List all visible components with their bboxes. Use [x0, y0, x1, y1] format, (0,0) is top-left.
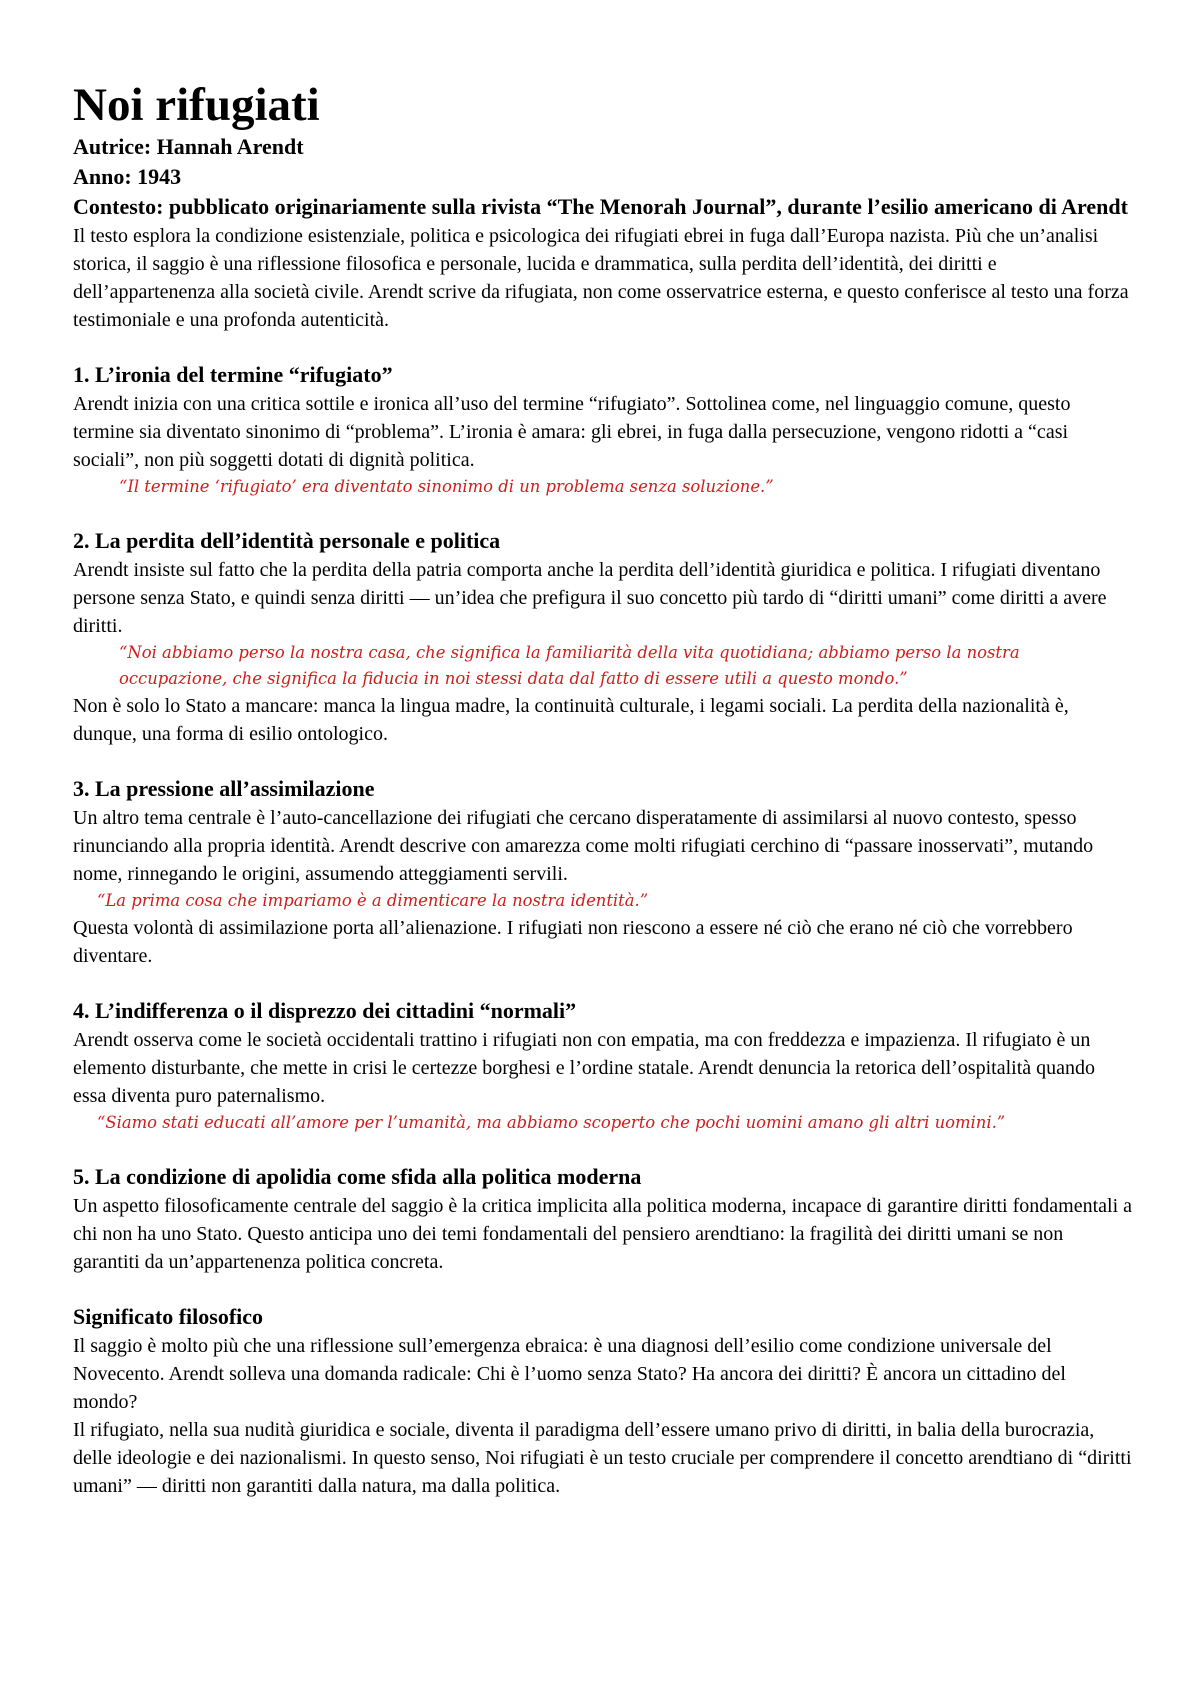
- section-body: Un altro tema centrale è l’auto-cancellazione dei rifugiati che cercano disperatamente di assimilarsi al nuovo contesto, spesso rinunciando alla propria identità. Arendt descrive con amarezza come molti rifugiati cerchino di “passare inosservati”, mutando nome, rinnegando le origini, assumendo atteggiamenti servili.: [73, 807, 1094, 885]
- author-line: Autrice: Hannah Arendt: [73, 134, 304, 159]
- intro-paragraph: Il testo esplora la condizione esistenziale, politica e psicologica dei rifugiati ebrei in fuga dall’Europa nazista. Più che un’analisi storica, il saggio è una riflessione filosofica e personale, lucida e drammatica, sulla perdita dell’identità, dei diritti e dell’appartenenza alla società civile. Arendt scrive da rifugiata, non come osservatrice esterna, e questo conferisce al testo una forza testimoniale e una profonda autenticità.: [73, 225, 1129, 331]
- section-heading: 2. La perdita dell’identità personale e politica: [73, 528, 501, 553]
- section-body: Un aspetto filosoficamente centrale del saggio è la critica implicita alla politica moderna, incapace di garantire diritti fondamentali a chi non ha uno Stato. Questo anticipa uno dei temi fondamentali del pensiero arendtiano: la fragilità dei diritti umani se non garantiti da un’appartenenza politica concreta.: [73, 1195, 1133, 1273]
- section-1: [73, 360, 1133, 500]
- section-significato: [73, 1302, 1133, 1500]
- section-quote: “Il termine ‘rifugiato’ era diventato sinonimo di un problema senza soluzione.”: [119, 477, 774, 496]
- section-4: [73, 996, 1133, 1136]
- document-page: [73, 78, 1133, 1500]
- section-3: [73, 774, 1133, 970]
- year-line: Anno: 1943: [73, 164, 182, 189]
- section-2: [73, 526, 1133, 748]
- section-body-after-quote: Questa volontà di assimilazione porta all’alienazione. I rifugiati non riescono a essere né ciò che erano né ciò che vorrebbero diventare.: [73, 917, 1073, 967]
- section-body: Il saggio è molto più che una riflessione sull’emergenza ebraica: è una diagnosi dell’esilio come condizione universale del Novecento. Arendt solleva una domanda radicale: Chi è l’uomo senza Stato? Ha ancora dei diritti? È ancora un cittadino del mondo?: [73, 1335, 1066, 1413]
- section-heading: 5. La condizione di apolidia come sfida alla politica moderna: [73, 1164, 642, 1189]
- section-body-continued: Il rifugiato, nella sua nudità giuridica e sociale, diventa il paradigma dell’essere umano privo di diritti, in balia della burocrazia, delle ideologie e dei nazionalismi. In questo senso, Noi rifugiati è un testo cruciale per comprendere il concetto arendtiano di “diritti umani” — diritti non garantiti dalla natura, ma dalla politica.: [73, 1419, 1132, 1497]
- section-body-after-quote: Non è solo lo Stato a mancare: manca la lingua madre, la continuità culturale, i legami sociali. La perdita della nazionalità è, dunque, una forma di esilio ontologico.: [73, 695, 1069, 745]
- section-body: Arendt insiste sul fatto che la perdita della patria comporta anche la perdita dell’identità giuridica e politica. I rifugiati diventano persone senza Stato, e quindi senza diritti — un’idea che prefigura il suo concetto più tardo di “diritti umani” come diritti a avere diritti.: [73, 559, 1107, 637]
- page-title: Noi rifugiati: [73, 79, 320, 131]
- section-body: Arendt osserva come le società occidentali trattino i rifugiati non con empatia, ma con freddezza e impazienza. Il rifugiato è un elemento disturbante, che mette in crisi le certezze borghesi e l’ordine statale. Arendt denuncia la retorica dell’ospitalità quando essa diventa puro paternalismo.: [73, 1029, 1096, 1107]
- section-heading: Significato filosofico: [73, 1304, 264, 1329]
- section-body: Arendt inizia con una critica sottile e ironica all’uso del termine “rifugiato”. Sottolinea come, nel linguaggio comune, questo termine sia diventato sinonimo di “problema”. L’ironia è amara: gli ebrei, in fuga dalla persecuzione, vengono ridotti a “casi sociali”, non più soggetti dotati di dignità politica.: [73, 393, 1071, 471]
- section-quote: “Siamo stati educati all’amore per l’umanità, ma abbiamo scoperto che pochi uomini amano gli altri uomini.”: [97, 1113, 1006, 1132]
- section-quote: “Noi abbiamo perso la nostra casa, che significa la familiarità della vita quotidiana; abbiamo perso la nostra occupazione, che significa la fiducia in noi stessi data dal fatto di essere utili a questo mondo.”: [119, 643, 1020, 688]
- section-heading: 4. L’indifferenza o il disprezzo dei cittadini “normali”: [73, 998, 577, 1023]
- context-line: Contesto: pubblicato originariamente sulla rivista “The Menorah Journal”, durante l’esilio americano di Arendt: [73, 194, 1128, 219]
- section-5: [73, 1162, 1133, 1276]
- section-heading: 1. L’ironia del termine “rifugiato”: [73, 362, 393, 387]
- section-heading: 3. La pressione all’assimilazione: [73, 776, 375, 801]
- section-quote: “La prima cosa che impariamo è a dimenticare la nostra identità.”: [97, 891, 649, 910]
